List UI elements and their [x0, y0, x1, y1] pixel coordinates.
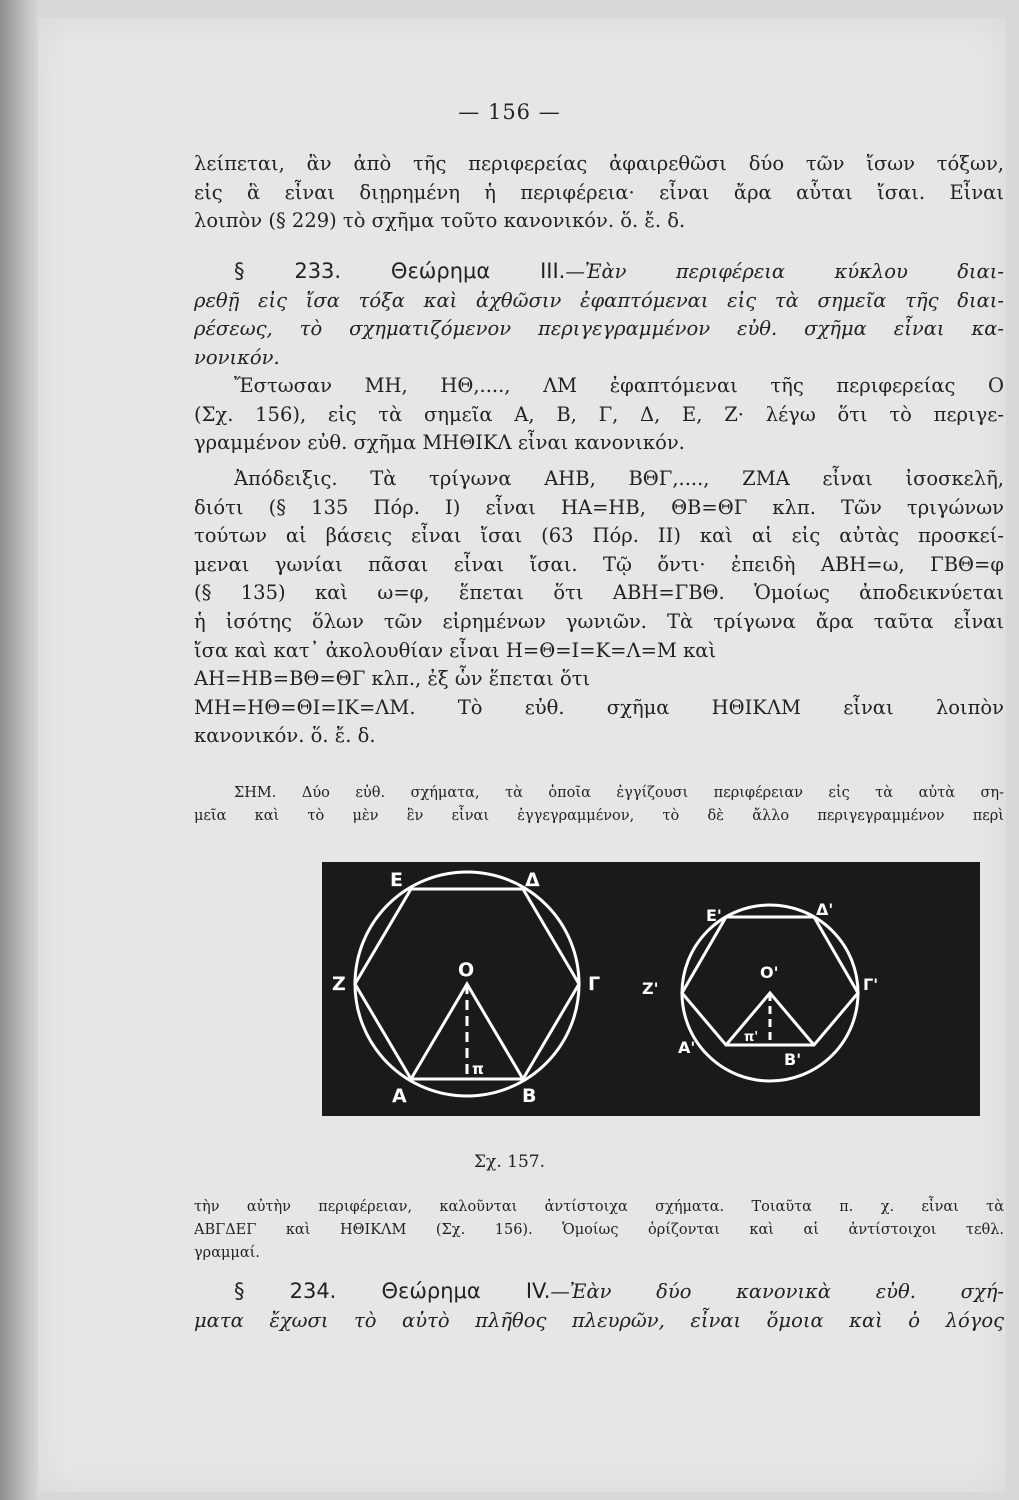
book-binding-shadow	[0, 0, 38, 1500]
paragraph-continuation	[194, 150, 1004, 236]
text-line: Ἔστωσαν ΜΗ, ΗΘ,...., ΛΜ ἐφαπτόμεναι τῆς περιφερείας Ο	[234, 374, 1004, 397]
text-line: (§ 135) καὶ ω=φ, ἕπεται ὅτι ΑΒΗ=ΓΒΘ. Ὁμοίως ἀποδεικνύεται	[194, 581, 1004, 605]
note-paragraph	[194, 782, 1004, 828]
book-page	[38, 18, 1006, 1492]
section-heading: § 234. Θεώρημα IV.	[234, 1279, 551, 1303]
theorem-234	[194, 1277, 1004, 1335]
text-line: ἴσα καὶ κατ᾽ ἀκολουθίαν εἶναι Η=Θ=Ι=Κ=Λ=Μ καὶ	[194, 638, 717, 662]
text-line: λοιπὸν (§ 229) τὸ σχῆμα τοῦτο κανονικόν. ὅ. ἔ. δ.	[194, 209, 686, 233]
text-line: διότι (§ 135 Πόρ. I) εἶναι ΗΑ=ΗΒ, ΘΒ=ΘΓ κλπ. Τῶν τριγώνων	[194, 495, 1004, 519]
text-line: τὴν αὐτὴν περιφέρειαν, καλοῦνται ἀντίστοιχα σχήματα. Τοιαῦτα π. χ. εἶναι τὰ	[194, 1199, 1004, 1215]
theorem-statement: —Ἐὰν δύο κανονικὰ εὐθ. σχή-	[550, 1280, 1004, 1303]
label-B: Β	[522, 1085, 537, 1107]
theorem-statement: νονικόν.	[194, 345, 280, 369]
text-line: μεῖα καὶ τὸ μὲν ἓν εἶναι ἐγγεγραμμένον, τὸ δὲ ἄλλο περιγεγραμμένον περὶ	[194, 808, 1004, 824]
geometry-figure	[322, 862, 980, 1116]
label-G: Γ	[588, 973, 601, 995]
paragraph-setup	[194, 372, 1004, 458]
text-line: λείπεται, ἂν ἀπὸ τῆς περιφερείας ἀφαιρεθῶσι δύο τῶν ἴσων τόξων,	[194, 152, 1004, 175]
label-O-prime: Ο'	[760, 963, 779, 982]
label-D: Δ	[525, 869, 540, 891]
label-B-prime: Β'	[784, 1050, 802, 1069]
section-heading: § 233. Θεώρημα III.	[234, 259, 566, 283]
text-line: εἰς ἃ εἶναι διῃρημένη ἡ περιφέρεια· εἶναι ἄρα αὗται ἴσαι. Εἶναι	[194, 180, 1004, 204]
theorem-statement: ματα ἔχωσι τὸ αὐτὸ πλῆθος πλευρῶν, εἶναι ὅμοια καὶ ὁ λόγος	[194, 1308, 1004, 1332]
label-pi: π	[472, 1060, 484, 1078]
label-D-prime: Δ'	[816, 900, 834, 919]
text-line: ἡ ἰσότης ὅλων τῶν εἰρημένων γωνιῶν. Τὰ τρίγωνα ἄρα ταῦτα εἶναι	[194, 609, 1004, 633]
text-line: ΜΗ=ΗΘ=ΘΙ=ΙΚ=ΛΜ. Τὸ εὐθ. σχῆμα ΗΘΙΚΛΜ εἶναι λοιπὸν	[194, 695, 1004, 719]
theorem-statement: ρέσεως, τὸ σχηματιζόμενον περιγεγραμμένον εὐθ. σχῆμα εἶναι κα-	[194, 317, 1004, 341]
text-line: γραμμαί.	[194, 1245, 260, 1261]
theorem-statement: —Ἐὰν περιφέρεια κύκλου διαι-	[565, 260, 1004, 283]
figure-157	[322, 862, 980, 1116]
label-G-prime: Γ'	[863, 975, 879, 994]
label-O: Ο	[458, 959, 475, 981]
figure-caption: Σχ. 157.	[474, 1152, 545, 1172]
text-line: ΣΗΜ. Δύο εὐθ. σχήματα, τὰ ὁποῖα ἐγγίζουσι περιφέρειαν εἰς τὰ αὐτὰ ση-	[234, 785, 1004, 801]
theorem-statement: ρεθῇ εἰς ἴσα τόξα καὶ ἀχθῶσιν ἐφαπτόμεναι εἰς τὰ σημεῖα τῆς διαι-	[194, 288, 1004, 312]
theorem-heading-line	[194, 257, 1004, 287]
page-number: — 156 —	[458, 100, 561, 124]
text-line: ΑΒΓΔΕΓ καὶ ΗΘΙΚΛΜ (Σχ. 156). Ὁμοίως ὁρίζονται καὶ αἱ ἀντίστοιχοι τεθλ.	[194, 1222, 1004, 1238]
text-line: τούτων αἱ βάσεις εἶναι ἴσαι (63 Πόρ. II) καὶ αἱ εἰς αὐτὰς προσκεί-	[194, 524, 1004, 548]
label-Z: Ζ	[332, 973, 346, 995]
label-A: Α	[392, 1085, 407, 1107]
text-line: γραμμένον εὐθ. σχῆμα ΜΗΘΙΚΛ εἶναι κανονικόν.	[194, 431, 685, 455]
label-A-prime: Α'	[678, 1038, 696, 1057]
label-E: Ε	[390, 869, 403, 891]
theorem-233	[194, 257, 1004, 372]
proof-paragraph	[194, 465, 1004, 751]
theorem-heading-line	[194, 1277, 1004, 1307]
note-continuation	[194, 1196, 1004, 1265]
text-line: ΑΗ=ΗΒ=ΒΘ=ΘΓ κλπ., ἐξ ὧν ἕπεται ὅτι	[194, 667, 591, 691]
text-line: (Σχ. 156), εἰς τὰ σημεῖα Α, Β, Γ, Δ, Ε, Ζ· λέγω ὅτι τὸ περιγε-	[194, 402, 1004, 426]
text-line: Ἀπόδειξις. Τὰ τρίγωνα ΑΗΒ, ΒΘΓ,...., ΖΜΑ εἶναι ἰσοσκελῆ,	[234, 467, 1004, 490]
label-pi-prime: π'	[744, 1030, 759, 1045]
text-line: μεναι γωνίαι πᾶσαι εἶναι ἴσαι. Τῷ ὄντι· ἐπειδὴ ΑΒΗ=ω, ΓΒΘ=φ	[194, 552, 1004, 576]
text-line: κανονικόν. ὅ. ἔ. δ.	[194, 724, 376, 748]
label-E-prime: Ε'	[706, 906, 722, 925]
label-Z-prime: Ζ'	[642, 979, 659, 998]
